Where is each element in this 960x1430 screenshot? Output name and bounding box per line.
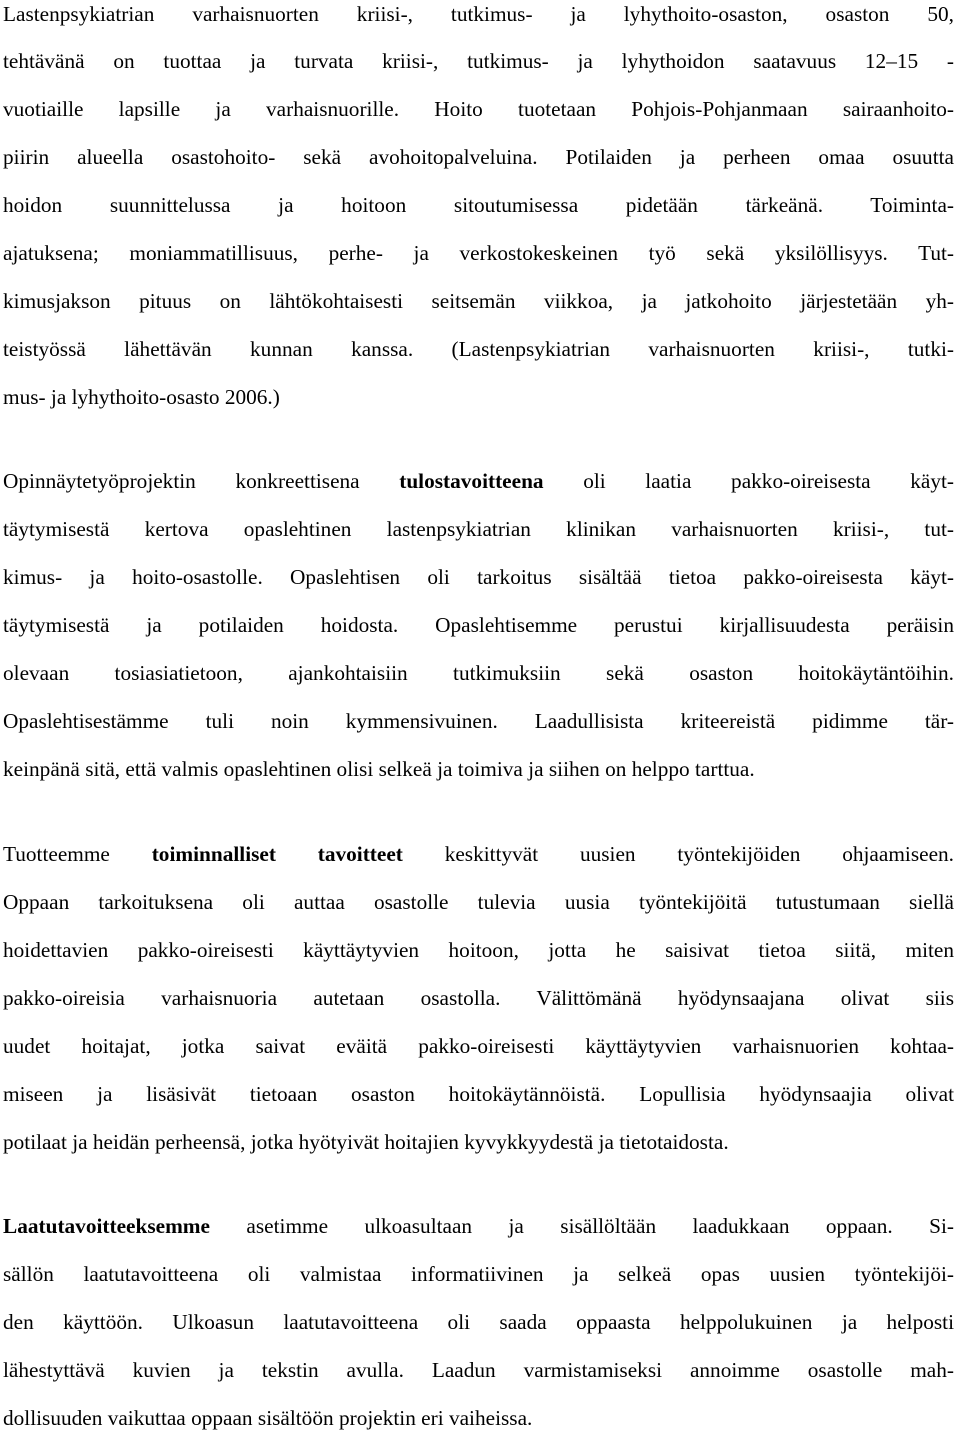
text-run: täytymisestä kertova opaslehtinen lastenpsykiatrian klinikan varhaisnuorten kriisi-, tut-: [3, 517, 954, 541]
text-run: potilaat ja heidän perheensä, jotka hyötyivät hoitajien kyvykkyydestä ja tietotaidosta.: [3, 1130, 729, 1154]
text-run: sällön laatutavoitteena oli valmistaa informatiivinen ja selkeä opas uusien työntekijöi-: [3, 1262, 954, 1286]
paragraph-1-line-9: [3, 387, 954, 408]
text-run: Opaslehtisestämme tuli noin kymmensivuinen. Laadullisista kriteereistä pidimme tär-: [3, 709, 954, 733]
text-run: teistyössä lähettävän kunnan kanssa. (Lastenpsykiatrian varhaisnuorten kriisi-, tutki-: [3, 337, 954, 361]
text-run: olevaan tosiasiatietoon, ajankohtaisiin tutkimuksiin sekä osaston hoitokäytäntöihin.: [3, 661, 954, 685]
paragraph-1-line-3: [3, 99, 954, 120]
text-run: täytymisestä ja potilaiden hoidosta. Opaslehtisemme perustui kirjallisuudesta peräisin: [3, 613, 954, 637]
paragraph-2-line-7: [3, 759, 954, 780]
text-run: kimusjakson pituus on lähtökohtaisesti seitsemän viikkoa, ja jatkohoito järjestetään yh-: [3, 289, 954, 313]
paragraph-2-line-2: [3, 519, 954, 540]
text-run: Lastenpsykiatrian varhaisnuorten kriisi-, tutkimus- ja lyhythoito-osaston, osaston 50,: [3, 2, 954, 26]
text-run: vuotiaille lapsille ja varhaisnuorille. Hoito tuotetaan Pohjois-Pohjanmaan sairaanhoito-: [3, 97, 954, 121]
paragraph-1-line-7: [3, 291, 954, 312]
text-run: Opinnäytetyöprojektin konkreettisena: [3, 469, 400, 493]
paragraph-2-line-1: [3, 471, 954, 492]
paragraph-4-line-2: [3, 1264, 954, 1285]
bold-term: toiminnalliset tavoitteet: [151, 842, 403, 866]
text-run: hoidon suunnittelussa ja hoitoon sitoutumisessa pidetään tärkeänä. Toiminta-: [3, 193, 954, 217]
text-run: lähestyttävä kuvien ja tekstin avulla. Laadun varmistamiseksi annoimme osastolle mah-: [3, 1358, 954, 1382]
text-run: asetimme ulkoasultaan ja sisällöltään laadukkaan oppaan. Si-: [210, 1214, 954, 1238]
paragraph-3-line-1: [3, 844, 954, 865]
text-run: tehtävänä on tuottaa ja turvata kriisi-, tutkimus- ja lyhythoidon saatavuus 12–15 -: [3, 49, 954, 73]
text-run: oli laatia pakko-oireisesta käyt-: [543, 469, 954, 493]
paragraph-2-line-4: [3, 615, 954, 636]
paragraph-1-line-5: [3, 195, 954, 216]
text-run: miseen ja lisäsivät tietoaan osaston hoitokäytännöistä. Lopullisia hyödynsaajia olivat: [3, 1082, 954, 1106]
paragraph-2-line-3: [3, 567, 954, 588]
text-run: den käyttöön. Ulkoasun laatutavoitteena oli saada oppaasta helppolukuinen ja helposti: [3, 1310, 954, 1334]
text-run: keinpänä sitä, että valmis opaslehtinen olisi selkeä ja toimiva ja siihen on helppo tarttua.: [3, 757, 755, 781]
text-run: Oppaan tarkoituksena oli auttaa osastolle tulevia uusia työntekijöitä tutustumaan siellä: [3, 890, 954, 914]
text-run: hoidettavien pakko-oireisesti käyttäytyvien hoitoon, jotta he saisivat tietoa siitä, miten: [3, 938, 954, 962]
paragraph-3-line-2: [3, 892, 954, 913]
paragraph-4-line-1: [3, 1216, 954, 1237]
text-run: kimus- ja hoito-osastolle. Opaslehtisen oli tarkoitus sisältää tietoa pakko-oireisesta käyt-: [3, 565, 954, 589]
paragraph-4-line-3: [3, 1312, 954, 1333]
paragraph-3-line-5: [3, 1036, 954, 1057]
paragraph-4-line-5: [3, 1408, 954, 1429]
text-run: dollisuuden vaikuttaa oppaan sisältöön projektin eri vaiheissa.: [3, 1406, 533, 1430]
paragraph-1-line-2: [3, 51, 954, 72]
text-run: pakko-oireisia varhaisnuoria autetaan osastolla. Välittömänä hyödynsaajana olivat siis: [3, 986, 954, 1010]
text-run: piirin alueella osastohoito- sekä avohoitopalveluina. Potilaiden ja perheen omaa osuutta: [3, 145, 954, 169]
paragraph-3-line-6: [3, 1084, 954, 1105]
paragraph-1-line-4: [3, 147, 954, 168]
paragraph-3-line-3: [3, 940, 954, 961]
paragraph-1-line-6: [3, 243, 954, 264]
paragraph-2-line-5: [3, 663, 954, 684]
paragraph-1-line-1: [3, 4, 954, 25]
text-run: ajatuksena; moniammatillisuus, perhe- ja verkostokeskeinen työ sekä yksilöllisyys. Tut-: [3, 241, 954, 265]
paragraph-3-line-4: [3, 988, 954, 1009]
paragraph-4-line-4: [3, 1360, 954, 1381]
paragraph-1-line-8: [3, 339, 954, 360]
bold-term: Laatutavoitteeksemme: [3, 1214, 210, 1238]
text-run: Tuotteemme: [3, 842, 152, 866]
bold-term: tulostavoitteena: [399, 469, 544, 493]
text-run: mus- ja lyhythoito-osasto 2006.): [3, 385, 280, 409]
text-run: keskittyvät uusien työntekijöiden ohjaamiseen.: [402, 842, 954, 866]
paragraph-3-line-7: [3, 1132, 954, 1153]
paragraph-2-line-6: [3, 711, 954, 732]
text-run: uudet hoitajat, jotka saivat eväitä pakko-oireisesti käyttäytyvien varhaisnuorien kohtaa-: [3, 1034, 954, 1058]
